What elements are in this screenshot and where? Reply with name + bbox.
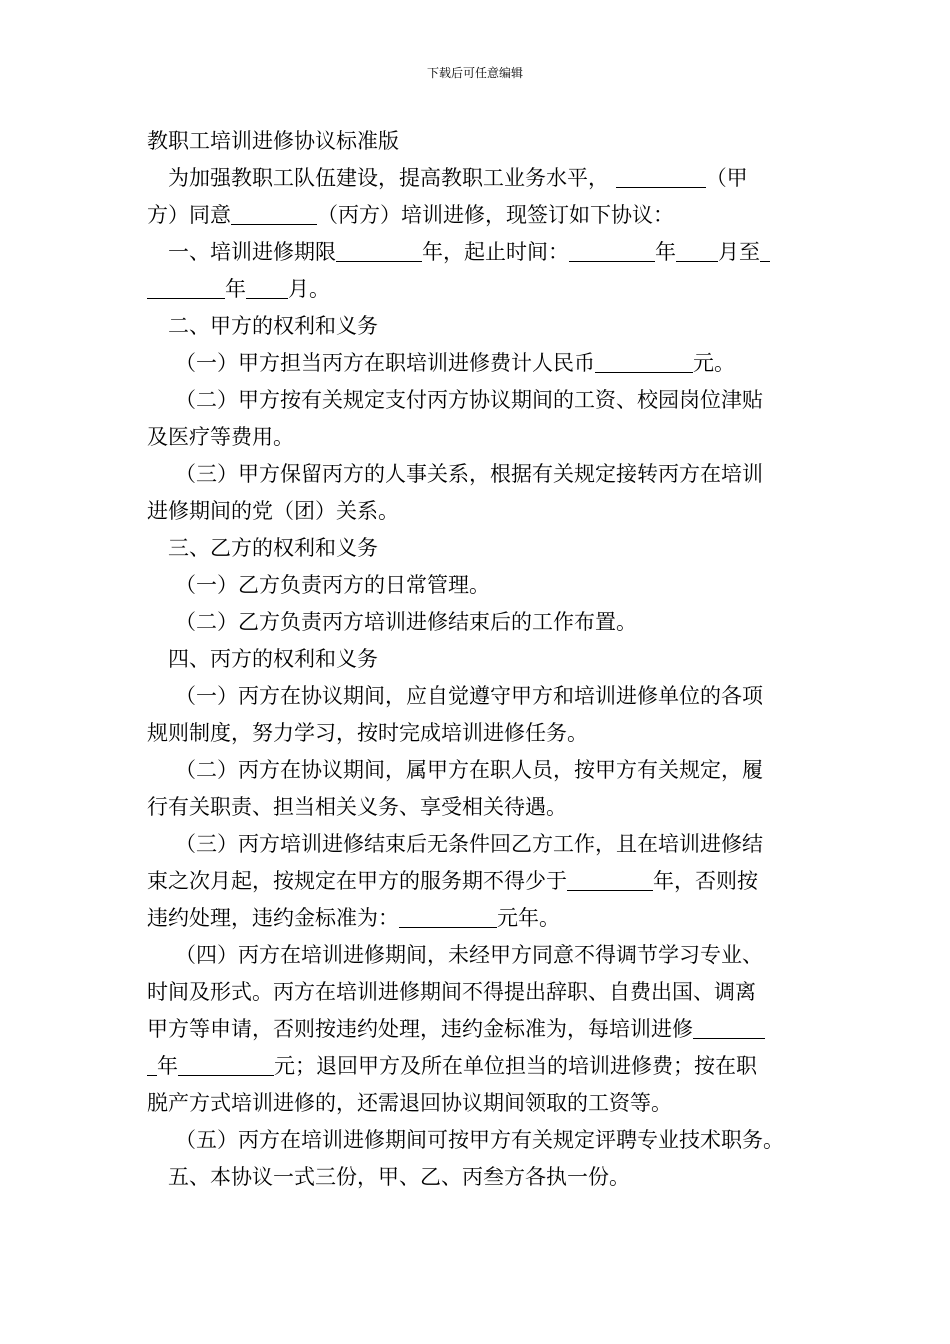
text: 年 — [655, 240, 676, 264]
blank-field — [760, 241, 770, 262]
section-2-item-1 — [147, 345, 807, 382]
paragraph-intro-line-2 — [147, 197, 807, 234]
section-2-heading: 二、甲方的权利和义务 — [168, 314, 378, 338]
blank-field — [147, 278, 225, 299]
section-4-item-2-line-1: （二）丙方在协议期间，属甲方在职人员，按甲方有关规定，履 — [175, 758, 763, 782]
blank-field — [178, 1055, 274, 1076]
section-2-item-2-line-2: 及医疗等费用。 — [147, 425, 294, 449]
blank-field — [569, 241, 655, 262]
text: （一）甲方担当丙方在职培训进修费计人民币 — [175, 351, 595, 375]
text: 年 — [225, 277, 246, 301]
text: 违约处理，违约金标准为： — [147, 906, 399, 930]
text: 月。 — [288, 277, 330, 301]
blank-field — [246, 278, 288, 299]
text: 元；退回甲方及所在单位担当的培训进修费；按在职 — [274, 1054, 757, 1078]
section-3-item-2: （二）乙方负责丙方培训进修结束后的工作布置。 — [175, 610, 637, 634]
blank-field — [147, 1055, 157, 1076]
blank-field — [336, 241, 422, 262]
text: 年，否则按 — [653, 869, 758, 893]
text: 元年。 — [497, 906, 560, 930]
section-4-item-5: （五）丙方在培训进修期间可按甲方有关规定评聘专业技术职务。 — [175, 1128, 784, 1152]
blank-field — [399, 907, 497, 928]
section-2-item-3-line-2: 进修期间的党（团）关系。 — [147, 499, 399, 523]
section-3-item-1: （一）乙方负责丙方的日常管理。 — [175, 573, 490, 597]
text: （甲 — [705, 166, 748, 190]
text: 甲方等申请，否则按违约处理，违约金标准为，每培训进修 — [147, 1017, 693, 1041]
section-4-item-4-line-1: （四）丙方在培训进修期间，未经甲方同意不得调节学习专业、 — [175, 943, 763, 967]
section-4-heading: 四、丙方的权利和义务 — [168, 647, 378, 671]
header-note: 下载后可任意编辑 — [426, 66, 523, 80]
text: 方）同意 — [147, 203, 231, 227]
section-4-item-4-line-3 — [147, 1011, 807, 1048]
section-3-heading: 三、乙方的权利和义务 — [168, 536, 378, 560]
blank-field — [231, 204, 317, 225]
blank-field — [567, 870, 653, 891]
text: 为加强教职工队伍建设，提高教职工业务水平， — [168, 166, 609, 190]
text: 一、培训进修期限 — [168, 240, 336, 264]
document-body — [147, 123, 807, 1196]
section-4-item-3-line-2 — [147, 863, 807, 900]
section-1-line-2 — [147, 271, 807, 308]
section-4-item-4-line-5: 脱产方式培训进修的，还需退回协议期间领取的工资等。 — [147, 1091, 672, 1115]
blank-field — [693, 1018, 765, 1039]
section-5-heading: 五、本协议一式三份，甲、乙、丙叁方各执一份。 — [168, 1165, 630, 1189]
text: （丙方）培训进修，现签订如下协议： — [317, 203, 674, 227]
section-2-item-2-line-1: （二）甲方按有关规定支付丙方协议期间的工资、校园岗位津贴 — [175, 388, 763, 412]
section-4-item-1-line-1: （一）丙方在协议期间，应自觉遵守甲方和培训进修单位的各项 — [175, 684, 763, 708]
blank-field — [676, 241, 718, 262]
section-1-line-1 — [147, 234, 807, 271]
paragraph-intro-line-1 — [147, 160, 807, 197]
section-4-item-3-line-3 — [147, 900, 807, 937]
section-4-item-1-line-2: 规则制度，努力学习，按时完成培训进修任务。 — [147, 721, 588, 745]
text: 月至 — [718, 240, 760, 264]
blank-field — [595, 352, 693, 373]
section-4-item-2-line-2: 行有关职责、担当相关义务、享受相关待遇。 — [147, 795, 567, 819]
section-2-item-3-line-1: （三）甲方保留丙方的人事关系，根据有关规定接转丙方在培训 — [175, 462, 763, 486]
section-4-item-4-line-4 — [147, 1048, 807, 1085]
blank-field — [616, 167, 706, 188]
section-4-item-3-line-1: （三）丙方培训进修结束后无条件回乙方工作，且在培训进修结 — [175, 832, 763, 856]
text: 年 — [157, 1054, 178, 1078]
document-title: 教职工培训进修协议标准版 — [147, 129, 399, 153]
text: 年，起止时间： — [422, 240, 569, 264]
text: 元。 — [693, 351, 735, 375]
section-4-item-4-line-2: 时间及形式。丙方在培训进修期间不得提出辞职、自费出国、调离 — [147, 980, 756, 1004]
text: 束之次月起，按规定在甲方的服务期不得少于 — [147, 869, 567, 893]
